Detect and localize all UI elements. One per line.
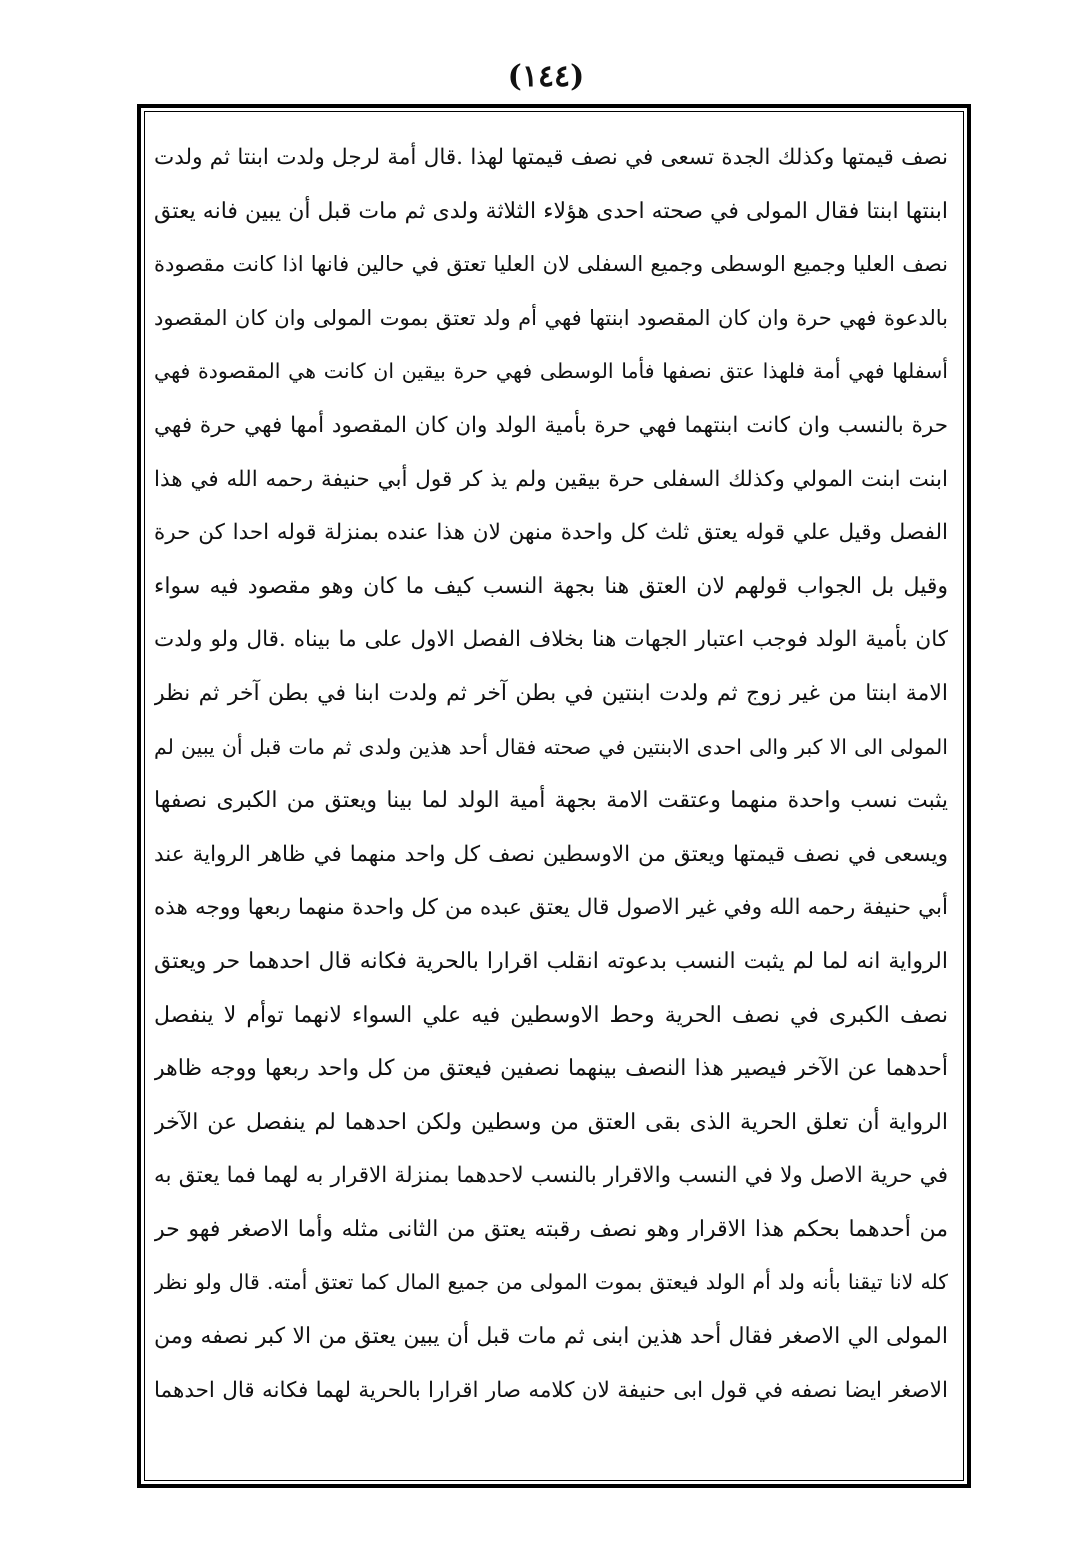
text-line: المولى الي الاصغر فقال أحد هذين ابنى ثم مات قبل أن يبين يعتق من الا كبر نصفه ومن [154,1324,948,1350]
text-line: كان بأمية الولد فوجب اعتبار الجهات هنا بخلاف الفصل الاول على ما بيناه .قال ولو ولدت [154,627,948,653]
text-line: الاصغر ايضا نصفه في قول ابى حنيفة لان كلامه صار اقرارا بالحرية لهما فكانه قال احدهما [154,1377,948,1403]
text-line: الرواية أن تعلق الحرية الذى بقى العتق من وسطين ولكن احدهما لم ينفصل عن الآخر [154,1109,948,1135]
text-line: ابنت ابنت المولي وكذلك السفلى حرة بيقين ولم يذ كر قول أبي حنيفة رحمه الله في هذا [154,466,948,492]
text-line: كله لانا تيقنا بأنه ولد أم الولد فيعتق بموت المولى من جميع المال كما تعتق أمته. قال ولو نظر [154,1270,948,1295]
text-line: الفصل وقيل علي قوله يعتق ثلث كل واحدة منهن لان هذا عنده بمنزلة قوله احدا كن حرة [154,520,948,546]
text-line: المولى الى الا كبر والى احدى الابنتين في صحته فقال أحد هذين ولدى ثم مات قبل أن يبين لم [154,734,948,759]
text-line: يثبت نسب واحدة منهما وعتقت الامة بجهة أمية الولد لما بينا ويعتق من الكبرى نصفها [154,788,948,814]
text-line: حرة بالنسب وان كانت ابنتهما فهي حرة بأمية الولد وان كان المقصود أمها فهي حرة فهي [154,412,948,438]
text-line: الامة ابنتا من غير زوج ثم ولدت ابنتين في بطن آخر ثم ولدت ابنا في بطن آخر ثم نظر [154,680,948,706]
text-line: نصف قيمتها وكذلك الجدة تسعى في نصف قيمتها لهذا .قال أمة لرجل ولدت ابنتا ثم ولدت [154,145,948,170]
text-line: ابنتها ابنتا فقال المولى في صحته احدى هؤلاء الثلاثة ولدى ثم مات قبل أن يبين فانه يعتق [154,198,948,224]
text-line: نصف العليا وجميع الوسطى وجميع السفلى لان العليا تعتق في حالين فانها اذا كانت مقصودة [154,252,948,277]
text-line: من أحدهما بحكم هذا الاقرار وهو نصف رقبته يعتق من الثانى مثله وأما الاصغر فهو حر [154,1216,948,1242]
text-line: أبي حنيفة رحمه الله وفي غير الاصول قال يعتق عبده من كل واحدة منهما ربعها ووجه هذه [154,895,948,921]
body-text [154,131,948,1417]
text-line: وقيل بل الجواب قولهم لان العتق هنا بجهة النسب كيف ما كان وهو مقصود فيه سواء [154,573,948,599]
text-line: أسفلها فهي أمة فلهذا عتق نصفها فأما الوسطى فهي حرة بيقين ان كانت هي المقصودة فهي [154,359,948,384]
text-line: ويسعى في نصف قيمتها ويعتق من الاوسطين نصف كل واحد منهما في ظاهر الرواية عند [154,841,948,867]
text-line: أحدهما عن الآخر فيصير هذا النصف بينهما نصفين فيعتق من كل واحد ربعها ووجه ظاهر [154,1056,948,1082]
page-number: (١٤٤) [507,59,585,94]
text-line: نصف الكبرى في نصف الحرية وحط الاوسطين فيه علي السواء لانهما توأم لا ينفصل [154,1002,948,1028]
text-line: الرواية انه لما لم يثبت النسب بدعوته انقلب اقرارا بالحرية فكانه قال احدهما حر ويعتق [154,948,948,974]
text-line: في حرية الاصل ولا في النسب والاقرار بالنسب لاحدهما بمنزلة الاقرار به لهما فما يعتق به [154,1163,948,1189]
text-line: بالدعوة فهي حرة وان كان المقصود ابنتها فهي أم ولد تعتق بموت المولى وان كان المقصود [154,305,948,330]
